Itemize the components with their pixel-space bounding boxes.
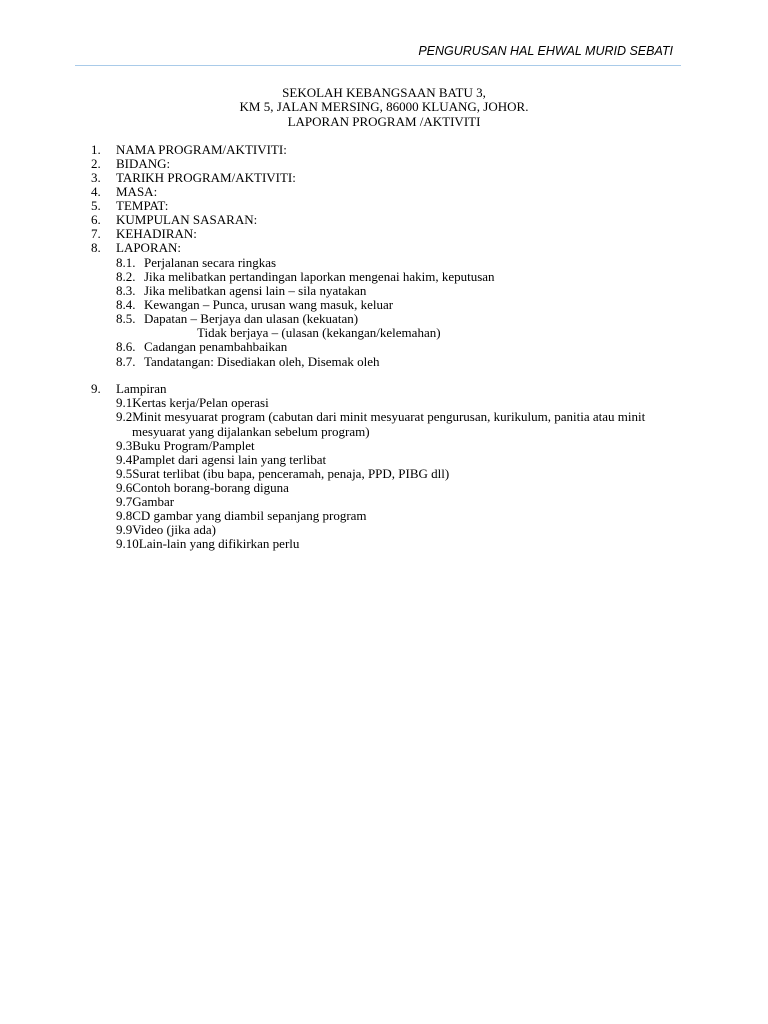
sublist-item-continuation: Tidak berjaya – (ulasan (kekangan/kelemahan) (197, 325, 441, 340)
sublist-item: Jika melibatkan agensi lain – sila nyatakan (144, 283, 367, 298)
list-item-number: 7. (91, 226, 101, 241)
sublist-number: 8.6. (116, 339, 136, 354)
lampiran-item: 9.7Gambar (116, 494, 175, 509)
field-nama-program: NAMA PROGRAM/AKTIVITI: (116, 142, 287, 157)
school-address: KM 5, JALAN MERSING, 86000 KLUANG, JOHOR. (239, 99, 529, 115)
lampiran-item: 9.8CD gambar yang diambil sepanjang program (116, 508, 367, 523)
list-item-number: 6. (91, 212, 101, 227)
field-kumpulan-sasaran: KUMPULAN SASARAN: (116, 212, 258, 227)
sublist-number: 8.7. (116, 354, 136, 369)
field-bidang: BIDANG: (116, 156, 171, 171)
sublist-item: Cadangan penambahbaikan (144, 339, 288, 354)
lampiran-heading: Lampiran (116, 381, 167, 396)
field-kehadiran: KEHADIRAN: (116, 226, 197, 241)
field-masa: MASA: (116, 184, 158, 199)
lampiran-item: 9.5Surat terlibat (ibu bapa, penceramah, penaja, PPD, PIBG dll) (116, 466, 450, 481)
list-item-number: 8. (91, 240, 101, 255)
sublist-number: 8.4. (116, 297, 136, 312)
lampiran-item: 9.10Lain-lain yang difikirkan perlu (116, 536, 300, 551)
list-item-number: 5. (91, 198, 101, 213)
list-item-number: 3. (91, 170, 101, 185)
list-item-number: 4. (91, 184, 101, 199)
sublist-item: Jika melibatkan pertandingan laporkan mengenai hakim, keputusan (144, 269, 495, 284)
page-header-title: PENGURUSAN HAL EHWAL MURID SEBATI (418, 44, 673, 58)
sublist-number: 8.5. (116, 311, 136, 326)
sublist-number: 8.2. (116, 269, 136, 284)
lampiran-item: 9.3Buku Program/Pamplet (116, 438, 255, 453)
report-title: LAPORAN PROGRAM /AKTIVITI (287, 113, 481, 129)
sublist-number: 8.1. (116, 255, 136, 270)
lampiran-item: 9.2Minit mesyuarat program (cabutan dari minit mesyuarat pengurusan, kurikulum, panitia atau minit (116, 409, 646, 424)
lampiran-item: 9.4Pamplet dari agensi lain yang terlibat (116, 452, 327, 467)
sublist-item: Dapatan – Berjaya dan ulasan (kekuatan) (144, 311, 359, 326)
sublist-number: 8.3. (116, 283, 136, 298)
sublist-item: Perjalanan secara ringkas (144, 255, 277, 270)
sublist-item: Tandatangan: Disediakan oleh, Disemak oleh (144, 354, 380, 369)
list-item-number: 2. (91, 156, 101, 171)
field-laporan: LAPORAN: (116, 240, 182, 255)
sublist-item: Kewangan – Punca, urusan wang masuk, keluar (144, 297, 394, 312)
document-title-block (0, 86, 768, 129)
list-item-number: 9. (91, 381, 101, 396)
school-name: SEKOLAH KEBANGSAAN BATU 3, (282, 85, 486, 100)
list-item-number: 1. (91, 142, 101, 157)
header-divider (75, 65, 681, 66)
lampiran-item-continuation: mesyuarat yang dijalankan sebelum program) (132, 424, 370, 439)
lampiran-item: 9.1Kertas kerja/Pelan operasi (116, 395, 269, 410)
field-tarikh: TARIKH PROGRAM/AKTIVITI: (116, 170, 296, 185)
lampiran-item: 9.9Video (jika ada) (116, 522, 216, 537)
lampiran-item: 9.6Contoh borang-borang diguna (116, 480, 289, 495)
field-tempat: TEMPAT: (116, 198, 169, 213)
